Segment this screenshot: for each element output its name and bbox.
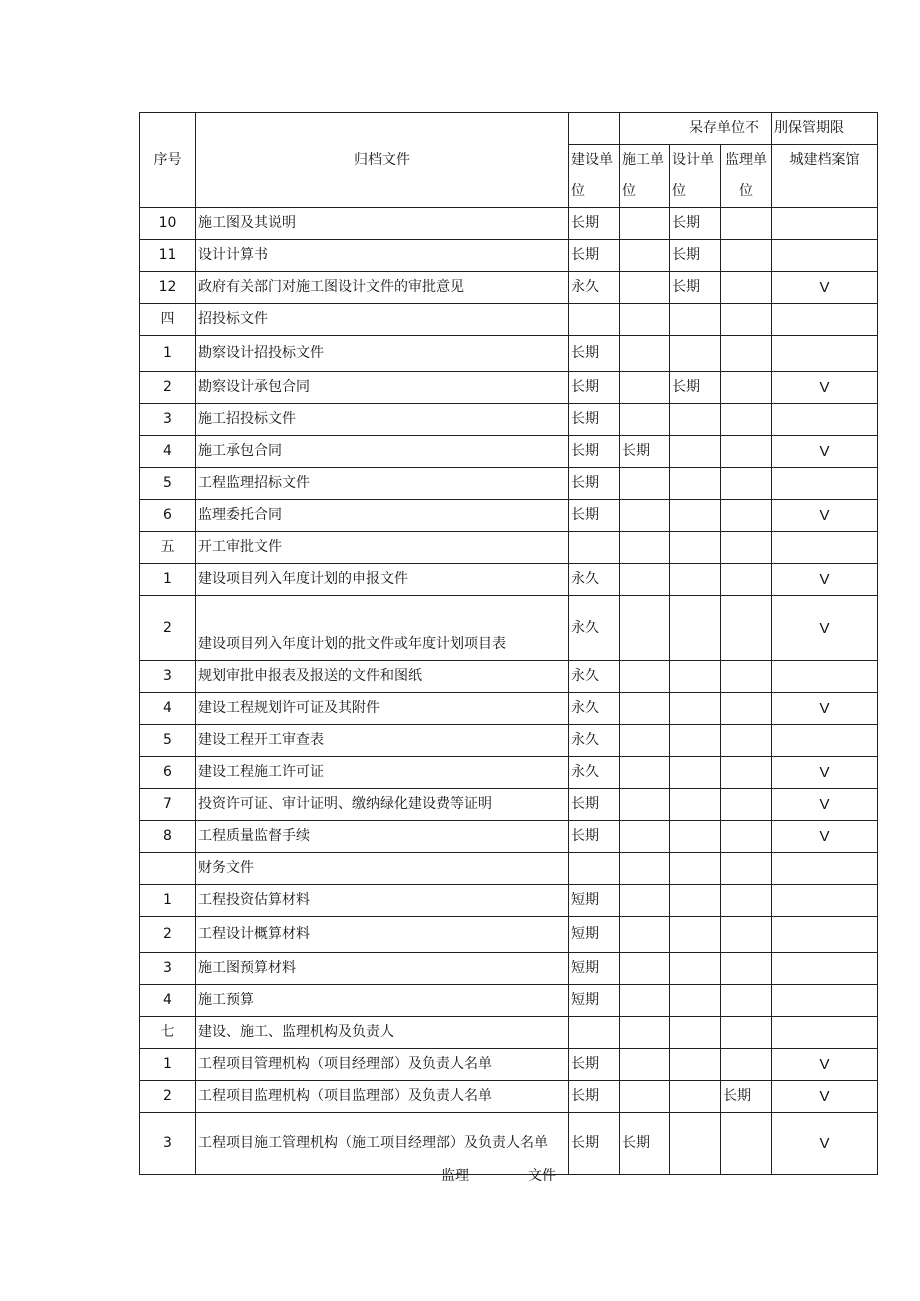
table-row — [140, 272, 878, 304]
row-seq: 6 — [140, 757, 196, 789]
row-seq: 8 — [140, 821, 196, 853]
row-file-name: 投资许可证、审计证明、缴纳绿化建设费等证明 — [196, 789, 569, 821]
row-jianshe-period: 短期 — [569, 885, 620, 917]
table-row — [140, 1017, 878, 1049]
row-chengjian-mark: V — [772, 564, 878, 596]
row-seq: 4 — [140, 985, 196, 1017]
table-row — [140, 208, 878, 240]
row-jianshe-period — [569, 1017, 620, 1049]
header-seq: 序号 — [140, 113, 196, 208]
row-jianshe-period — [569, 304, 620, 336]
row-seq: 5 — [140, 725, 196, 757]
row-shigong-period — [620, 1049, 670, 1081]
row-file-name: 工程设计概算材料 — [196, 917, 569, 953]
row-seq: 3 — [140, 404, 196, 436]
header-col-sheji: 设计单位 — [670, 145, 721, 208]
row-shigong-period — [620, 661, 670, 693]
row-chengjian-mark — [772, 404, 878, 436]
row-chengjian-mark — [772, 468, 878, 500]
row-jianli-period — [721, 272, 772, 304]
table-row — [140, 240, 878, 272]
table-row — [140, 985, 878, 1017]
table-row — [140, 596, 878, 661]
table-row — [140, 468, 878, 500]
row-seq: 五 — [140, 532, 196, 564]
row-shigong-period — [620, 725, 670, 757]
row-shigong-period — [620, 500, 670, 532]
row-seq: 2 — [140, 596, 196, 661]
table-row — [140, 725, 878, 757]
row-chengjian-mark: V — [772, 1049, 878, 1081]
row-chengjian-mark: V — [772, 1113, 878, 1175]
row-seq: 11 — [140, 240, 196, 272]
row-shigong-period — [620, 853, 670, 885]
header-col-jianshe: 建设单位 — [569, 145, 620, 208]
row-jianshe-period: 永久 — [569, 564, 620, 596]
row-shigong-period — [620, 404, 670, 436]
row-sheji-period — [670, 757, 721, 789]
row-file-name: 开工审批文件 — [196, 532, 569, 564]
row-jianli-period — [721, 661, 772, 693]
table-row — [140, 693, 878, 725]
row-jianli-period — [721, 500, 772, 532]
row-jianli-period: 长期 — [721, 1081, 772, 1113]
row-jianshe-period: 长期 — [569, 404, 620, 436]
row-seq: 2 — [140, 372, 196, 404]
row-shigong-period — [620, 885, 670, 917]
row-jianli-period — [721, 336, 772, 372]
row-shigong-period — [620, 564, 670, 596]
row-jianli-period — [721, 853, 772, 885]
row-jianli-period — [721, 1113, 772, 1175]
row-file-name: 建设工程开工审查表 — [196, 725, 569, 757]
row-jianshe-period: 长期 — [569, 500, 620, 532]
row-file-name: 施工招投标文件 — [196, 404, 569, 436]
row-chengjian-mark: V — [772, 500, 878, 532]
row-seq: 1 — [140, 1049, 196, 1081]
table-row — [140, 1081, 878, 1113]
row-jianli-period — [721, 725, 772, 757]
row-shigong-period — [620, 272, 670, 304]
row-file-name: 工程项目监理机构（项目监理部）及负责人名单 — [196, 1081, 569, 1113]
header-group-left: 呆存单位不 — [620, 113, 772, 145]
row-chengjian-mark: V — [772, 1081, 878, 1113]
row-jianshe-period: 长期 — [569, 821, 620, 853]
row-jianshe-period: 永久 — [569, 757, 620, 789]
table-row — [140, 500, 878, 532]
row-sheji-period — [670, 404, 721, 436]
row-shigong-period — [620, 693, 670, 725]
row-shigong-period — [620, 953, 670, 985]
row-shigong-period — [620, 821, 670, 853]
table-row — [140, 853, 878, 885]
row-jianli-period — [721, 789, 772, 821]
row-sheji-period — [670, 821, 721, 853]
row-sheji-period — [670, 853, 721, 885]
row-jianshe-period: 永久 — [569, 272, 620, 304]
table-row — [140, 821, 878, 853]
row-file-name: 工程项目管理机构（项目经理部）及负责人名单 — [196, 1049, 569, 1081]
table-row — [140, 757, 878, 789]
row-jianshe-period: 长期 — [569, 372, 620, 404]
row-sheji-period — [670, 304, 721, 336]
row-jianli-period — [721, 693, 772, 725]
row-sheji-period: 长期 — [670, 372, 721, 404]
row-shigong-period — [620, 336, 670, 372]
row-jianshe-period: 永久 — [569, 693, 620, 725]
row-chengjian-mark: V — [772, 693, 878, 725]
row-seq: 四 — [140, 304, 196, 336]
row-file-name: 勘察设计承包合同 — [196, 372, 569, 404]
row-jianli-period — [721, 821, 772, 853]
archive-table — [139, 112, 878, 1175]
row-shigong-period — [620, 985, 670, 1017]
row-jianli-period — [721, 953, 772, 985]
row-file-name: 建设项目列入年度计划的批文件或年度计划项目表 — [196, 596, 569, 661]
row-file-name: 施工预算 — [196, 985, 569, 1017]
row-file-name: 财务文件 — [196, 853, 569, 885]
row-jianshe-period: 长期 — [569, 1049, 620, 1081]
row-jianli-period — [721, 885, 772, 917]
row-file-name: 工程投资估算材料 — [196, 885, 569, 917]
row-jianshe-period: 永久 — [569, 725, 620, 757]
table-row — [140, 532, 878, 564]
row-sheji-period — [670, 789, 721, 821]
row-jianshe-period: 长期 — [569, 240, 620, 272]
table-row — [140, 436, 878, 468]
row-sheji-period — [670, 336, 721, 372]
table-row — [140, 1113, 878, 1175]
row-file-name: 建设工程规划许可证及其附件 — [196, 693, 569, 725]
table-row — [140, 372, 878, 404]
row-chengjian-mark — [772, 917, 878, 953]
header-file: 归档文件 — [196, 113, 569, 208]
row-chengjian-mark: V — [772, 272, 878, 304]
row-sheji-period — [670, 532, 721, 564]
row-shigong-period — [620, 757, 670, 789]
row-shigong-period — [620, 596, 670, 661]
row-seq: 6 — [140, 500, 196, 532]
row-sheji-period: 长期 — [670, 272, 721, 304]
row-file-name: 规划审批申报表及报送的文件和图纸 — [196, 661, 569, 693]
row-jianli-period — [721, 564, 772, 596]
table-row — [140, 917, 878, 953]
row-jianshe-period: 长期 — [569, 436, 620, 468]
row-sheji-period — [670, 953, 721, 985]
row-shigong-period — [620, 532, 670, 564]
row-shigong-period: 长期 — [620, 1113, 670, 1175]
row-jianshe-period: 长期 — [569, 468, 620, 500]
row-shigong-period — [620, 304, 670, 336]
row-chengjian-mark — [772, 853, 878, 885]
header-col-jianli: 监理单位 — [721, 145, 772, 208]
row-seq: 3 — [140, 953, 196, 985]
row-sheji-period — [670, 661, 721, 693]
table-row — [140, 564, 878, 596]
row-seq: 1 — [140, 885, 196, 917]
row-chengjian-mark — [772, 661, 878, 693]
row-file-name: 招投标文件 — [196, 304, 569, 336]
row-shigong-period — [620, 1081, 670, 1113]
table-row — [140, 404, 878, 436]
row-file-name: 政府有关部门对施工图设计文件的审批意见 — [196, 272, 569, 304]
table-row — [140, 336, 878, 372]
row-chengjian-mark: V — [772, 821, 878, 853]
row-file-name: 勘察设计招投标文件 — [196, 336, 569, 372]
row-file-name: 建设、施工、监理机构及负责人 — [196, 1017, 569, 1049]
row-file-name: 监理委托合同 — [196, 500, 569, 532]
row-jianli-period — [721, 985, 772, 1017]
table-row — [140, 661, 878, 693]
row-file-name: 工程监理招标文件 — [196, 468, 569, 500]
row-jianli-period — [721, 596, 772, 661]
table-row — [140, 885, 878, 917]
row-jianli-period — [721, 1049, 772, 1081]
row-sheji-period — [670, 564, 721, 596]
row-jianli-period — [721, 757, 772, 789]
row-jianli-period — [721, 1017, 772, 1049]
footer-right-text: 文件 — [528, 1168, 556, 1184]
row-seq: 4 — [140, 693, 196, 725]
row-jianshe-period — [569, 853, 620, 885]
row-sheji-period: 长期 — [670, 240, 721, 272]
row-jianshe-period: 短期 — [569, 985, 620, 1017]
row-file-name: 建设工程施工许可证 — [196, 757, 569, 789]
row-shigong-period — [620, 468, 670, 500]
row-sheji-period — [670, 1081, 721, 1113]
footer-left-text: 监理 — [441, 1168, 469, 1184]
row-jianli-period — [721, 372, 772, 404]
row-chengjian-mark — [772, 208, 878, 240]
row-file-name: 施工承包合同 — [196, 436, 569, 468]
row-shigong-period — [620, 789, 670, 821]
row-chengjian-mark: V — [772, 372, 878, 404]
row-jianshe-period: 永久 — [569, 596, 620, 661]
row-seq: 12 — [140, 272, 196, 304]
row-sheji-period — [670, 725, 721, 757]
row-jianli-period — [721, 532, 772, 564]
row-chengjian-mark — [772, 304, 878, 336]
row-jianshe-period: 长期 — [569, 336, 620, 372]
row-jianshe-period: 长期 — [569, 1113, 620, 1175]
table-row — [140, 789, 878, 821]
row-jianshe-period: 长期 — [569, 789, 620, 821]
row-file-name: 建设项目列入年度计划的申报文件 — [196, 564, 569, 596]
row-sheji-period — [670, 500, 721, 532]
row-shigong-period — [620, 208, 670, 240]
header-row-1 — [140, 113, 878, 145]
row-jianli-period — [721, 404, 772, 436]
row-jianli-period — [721, 304, 772, 336]
row-chengjian-mark — [772, 985, 878, 1017]
row-chengjian-mark — [772, 240, 878, 272]
row-file-name: 施工图及其说明 — [196, 208, 569, 240]
header-col-shigong: 施工单位 — [620, 145, 670, 208]
row-jianli-period — [721, 917, 772, 953]
row-sheji-period: 长期 — [670, 208, 721, 240]
row-seq: 2 — [140, 1081, 196, 1113]
row-sheji-period — [670, 885, 721, 917]
row-seq: 3 — [140, 661, 196, 693]
row-shigong-period: 长期 — [620, 436, 670, 468]
row-jianshe-period: 短期 — [569, 917, 620, 953]
row-jianli-period — [721, 436, 772, 468]
row-chengjian-mark: V — [772, 436, 878, 468]
row-jianli-period — [721, 208, 772, 240]
row-seq: 七 — [140, 1017, 196, 1049]
header-col-chengjian: 城建档案馆 — [772, 145, 878, 208]
row-seq: 3 — [140, 1113, 196, 1175]
row-jianshe-period: 长期 — [569, 1081, 620, 1113]
table-row — [140, 953, 878, 985]
row-seq: 5 — [140, 468, 196, 500]
row-seq: 7 — [140, 789, 196, 821]
row-chengjian-mark — [772, 532, 878, 564]
row-jianshe-period: 长期 — [569, 208, 620, 240]
row-chengjian-mark — [772, 336, 878, 372]
row-chengjian-mark — [772, 725, 878, 757]
row-seq — [140, 853, 196, 885]
row-jianshe-period — [569, 532, 620, 564]
row-chengjian-mark — [772, 1017, 878, 1049]
row-sheji-period — [670, 468, 721, 500]
row-sheji-period — [670, 596, 721, 661]
row-seq: 2 — [140, 917, 196, 953]
row-jianshe-period: 短期 — [569, 953, 620, 985]
table-row — [140, 1049, 878, 1081]
row-chengjian-mark: V — [772, 757, 878, 789]
row-shigong-period — [620, 1017, 670, 1049]
row-jianli-period — [721, 240, 772, 272]
row-sheji-period — [670, 693, 721, 725]
row-sheji-period — [670, 1017, 721, 1049]
row-shigong-period — [620, 372, 670, 404]
row-seq: 10 — [140, 208, 196, 240]
row-sheji-period — [670, 1049, 721, 1081]
row-jianshe-period: 永久 — [569, 661, 620, 693]
row-file-name: 工程质量监督手续 — [196, 821, 569, 853]
row-file-name: 施工图预算材料 — [196, 953, 569, 985]
row-chengjian-mark: V — [772, 596, 878, 661]
row-chengjian-mark — [772, 885, 878, 917]
row-file-name: 设计计算书 — [196, 240, 569, 272]
row-sheji-period — [670, 1113, 721, 1175]
row-sheji-period — [670, 917, 721, 953]
row-seq: 1 — [140, 336, 196, 372]
row-seq: 1 — [140, 564, 196, 596]
row-file-name: 工程项目施工管理机构（施工项目经理部）及负责人名单 — [196, 1113, 569, 1175]
row-jianli-period — [721, 468, 772, 500]
table-row — [140, 304, 878, 336]
row-shigong-period — [620, 917, 670, 953]
row-shigong-period — [620, 240, 670, 272]
row-chengjian-mark — [772, 953, 878, 985]
row-seq: 4 — [140, 436, 196, 468]
row-sheji-period — [670, 436, 721, 468]
row-sheji-period — [670, 985, 721, 1017]
header-blank-cell — [569, 113, 620, 145]
row-chengjian-mark: V — [772, 789, 878, 821]
header-group-right: 刖保管期限 — [772, 113, 878, 145]
